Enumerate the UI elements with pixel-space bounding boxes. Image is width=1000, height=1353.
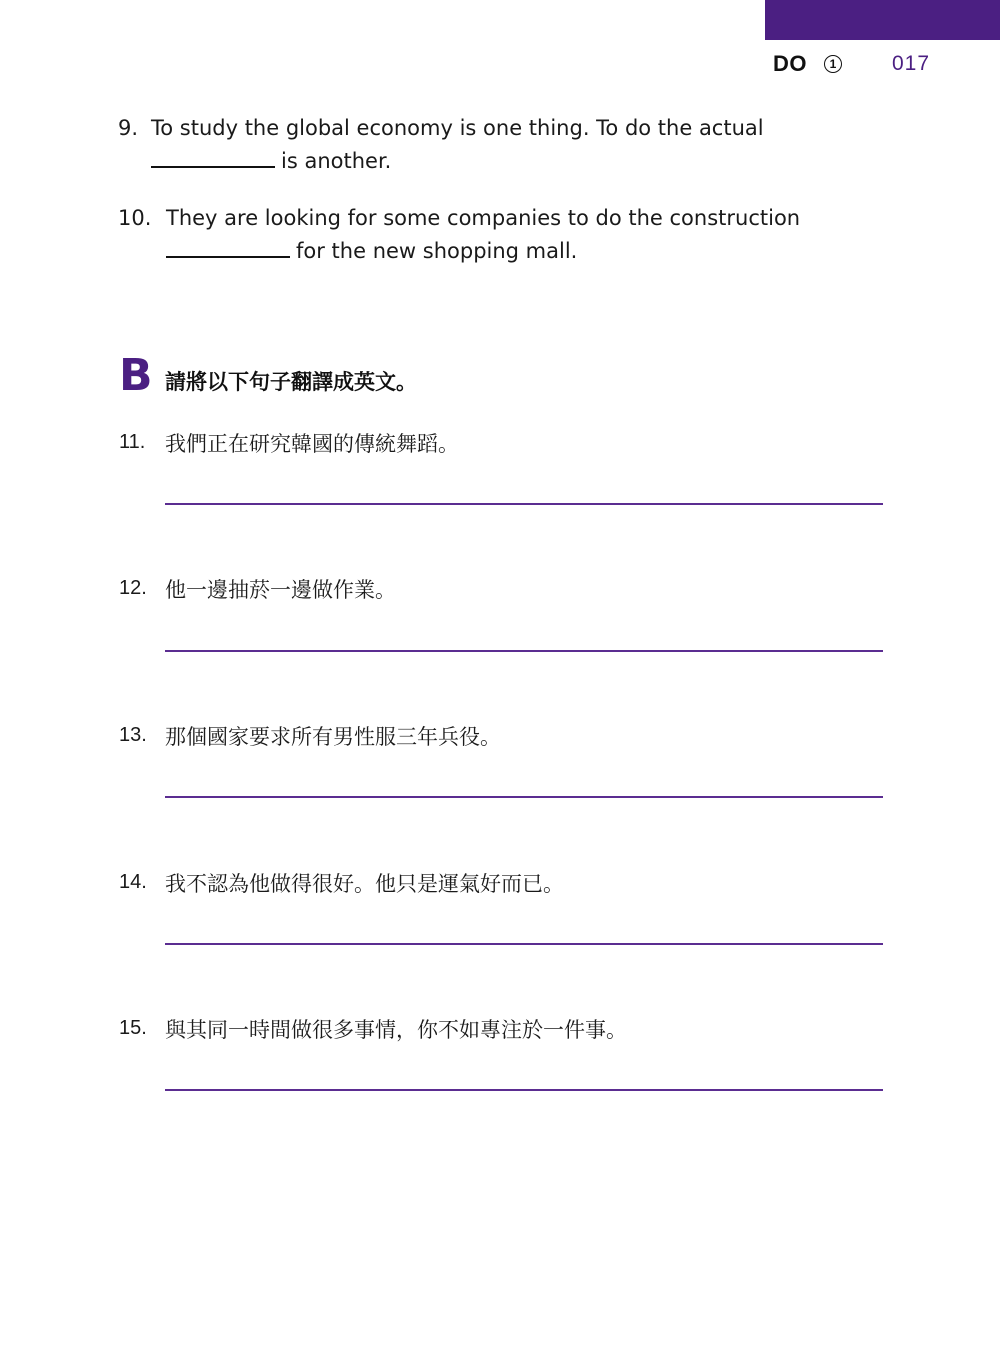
answer-line[interactable] bbox=[165, 650, 883, 652]
answer-line[interactable] bbox=[165, 796, 883, 798]
section-letter: B bbox=[119, 350, 153, 401]
question-text-line: To study the global economy is one thing. To do the actual bbox=[151, 116, 764, 140]
question-number: 10. bbox=[118, 206, 152, 230]
translation-number: 12. bbox=[119, 577, 147, 599]
translation-number: 15. bbox=[119, 1017, 147, 1039]
question-text-line bbox=[166, 239, 577, 263]
question-text-line bbox=[151, 149, 391, 173]
answer-line[interactable] bbox=[165, 1089, 883, 1091]
question-text-continuation: for the new shopping mall. bbox=[296, 239, 578, 263]
header-accent-bar bbox=[765, 0, 1000, 40]
answer-blank[interactable] bbox=[166, 242, 290, 258]
section-instruction: 請將以下句子翻譯成英文。 bbox=[165, 369, 417, 394]
translation-number: 14. bbox=[119, 871, 147, 893]
answer-line[interactable] bbox=[165, 943, 883, 945]
translation-prompt: 那個國家要求所有男性服三年兵役。 bbox=[165, 725, 501, 749]
translation-prompt: 與其同一時間做很多事情，你不如專注於一件事。 bbox=[165, 1018, 627, 1042]
translation-number: 11. bbox=[119, 431, 146, 453]
translation-prompt: 我不認為他做得很好。他只是運氣好而已。 bbox=[165, 872, 564, 896]
question-text-continuation: is another. bbox=[281, 149, 392, 173]
translation-prompt: 我們正在研究韓國的傳統舞蹈。 bbox=[165, 432, 459, 456]
chapter-label: DO bbox=[773, 51, 807, 76]
question-number: 9. bbox=[118, 116, 139, 140]
translation-number: 13. bbox=[119, 724, 147, 746]
chapter-circle-number: 1 bbox=[824, 55, 842, 73]
translation-prompt: 他一邊抽菸一邊做作業。 bbox=[165, 578, 396, 602]
question-text-line: They are looking for some companies to do the construction bbox=[166, 206, 801, 230]
answer-line[interactable] bbox=[165, 503, 883, 505]
answer-blank[interactable] bbox=[151, 152, 275, 168]
page-number: 017 bbox=[892, 52, 931, 75]
